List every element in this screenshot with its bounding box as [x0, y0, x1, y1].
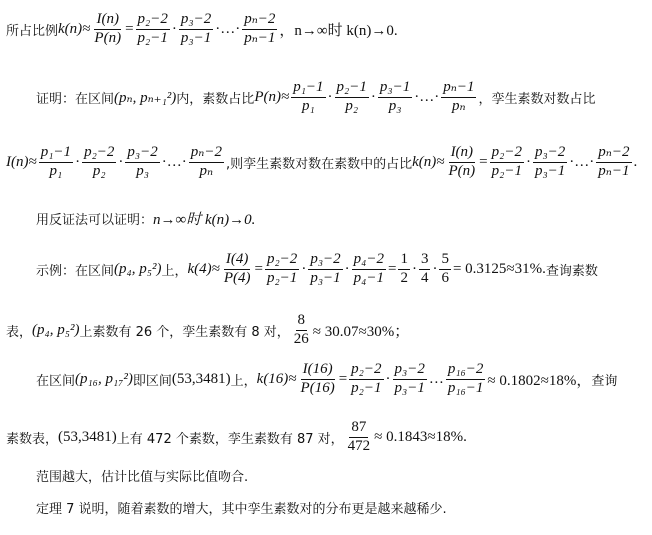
fraction: $\frac{\text{p₃−2}}{\text{p₃−1}}$: [394, 361, 425, 396]
fraction: $\frac{87}{472}$: [347, 419, 371, 454]
fraction: $\frac{8}{26}$: [293, 312, 309, 347]
fraction: $\frac{\text{p₂−2}}{\text{p₂−1}}$: [137, 11, 168, 46]
fraction: $\frac{\text{pₙ−2}}{\text{pₙ−1}}$: [244, 11, 276, 46]
fraction: $\frac{\text{pₙ−2}}{\text{pₙ−1}}$: [598, 144, 630, 179]
fraction: $\frac{\text{pₙ−2}}{\text{pₙ}}$: [190, 144, 222, 179]
fraction: $\frac{\text{p₃−1}}{\text{p₃}}$: [379, 79, 411, 114]
fraction: $\frac{\text{p₃−2}}{\text{p₃}}$: [127, 144, 158, 179]
line-proof-prime-ratio: 证明：在区间 (pₙ, pₙ₊₁²) 内，素数占比 P(n)≈ $\frac{\text{p₁−1}}{\text{p₁}}$ · $\frac{\text{p₂−1}}{\text{p₂}}$ · $\frac{\text{p₃−1}}{\text{p₃}}$ ·…· $\frac{\text{pₙ−1}}{\text{pₙ}}$ ，孪生素数对数占比: [36, 79, 596, 114]
line-table-lookup-1: 表， (p₄, p₅²) 上素数有 26 个，孪生素数有 8 对， $\frac{8}{26}$ ≈ 30.07≈30%；: [6, 312, 410, 347]
fraction: $\frac{\text{p₃−2}}{\text{p₃−1}}$: [310, 251, 341, 286]
fraction: $\frac{\text{p₃−2}}{\text{p₃−1}}$: [180, 11, 212, 46]
fraction: $\frac{\text{p₂−2}}{\text{p₂−1}}$: [351, 361, 382, 396]
line-theorem-note: 定理 7 说明，随着素数的增大，其中孪生素数对的分布更是越来越稀少.: [36, 502, 447, 517]
fraction: $\frac{\text{p₃−2}}{\text{p₃−1}}$: [534, 144, 566, 179]
fraction: $\frac{\text{p₄−2}}{\text{p₄−1}}$: [353, 251, 384, 286]
fraction: $\frac{\text{p₁₆−2}}{\text{p₁₆−1}}$: [447, 361, 484, 396]
math-kn: k(n)≈: [58, 20, 91, 37]
fraction: $\frac{\text{p₂−2}}{\text{p₂}}$: [84, 144, 115, 179]
fraction-I-over-P: $\frac{I(n)}{P(n)}$: [94, 11, 122, 46]
fraction: $\frac{\text{p₁−1}}{\text{p₁}}$: [40, 144, 72, 179]
fraction-I-over-P: $\frac{I(4)}{P(4)}$: [223, 251, 251, 286]
interval: (pₙ, pₙ₊₁²): [114, 89, 177, 106]
fraction: $\frac{\text{p₂−2}}{\text{p₂−1}}$: [491, 144, 522, 179]
interval: (p₄, p₅²): [114, 260, 162, 277]
line-ratio-definition: 所占比例 k(n)≈ $\frac{I(n)}{P(n)}$ = $\frac{\text{p₂−2}}{\text{p₂−1}}$ · $\frac{\text{p₃−2}}{\text{p₃−1}}$ ·…· $\frac{\text{pₙ−2}}{\text{pₙ−1}}$ ，n→∞时 k(n)→0.: [6, 11, 398, 46]
line-conclusion: 范围越大，估计比值与实际比值吻合.: [36, 470, 249, 485]
fraction: $\frac{\text{p₂−1}}{\text{p₂}}$: [336, 79, 367, 114]
fraction: $\frac{5}{6}$: [441, 251, 449, 286]
fraction: $\frac{\text{p₁−1}}{\text{p₁}}$: [293, 79, 324, 114]
line-twin-prime-ratio: I(n)≈ $\frac{\text{p₁−1}}{\text{p₁}}$ · $\frac{\text{p₂−2}}{\text{p₂}}$ · $\frac{\text{p₃−2}}{\text{p₃}}$ ·…· $\frac{\text{pₙ−2}}{\text{pₙ}}$ ,则孪生素数对数在素数中的占比 k(n)≈ $\frac{I(n)}{P(n)}$ = $\frac{\text{p₂−2}}{\text{p₂−1}}$ · $\frac{\text{p₃−2}}{\text{p₃−1}}$ ·…· $\frac{\text{pₙ−2}}{\text{pₙ−1}}$ .: [6, 144, 638, 179]
line-example-k16: 在区间 (p₁₆, p₁₇²) 即区间 (53,3481) 上， k(16)≈ $\frac{I(16)}{P(16)}$ = $\frac{\text{p₂−2}}{\text{p₂−1}}$ · $\frac{\text{p₃−2}}{\text{p₃−1}}$ … $\frac{\text{p₁₆−2}}{\text{p₁₆−1}}$ ≈ 0.1802≈18%， 查询: [36, 361, 618, 396]
limit-statement: ，n→∞时 k(n)→0.: [279, 22, 398, 39]
fraction-I-over-P: $\frac{I(n)}{P(n)}$: [448, 144, 476, 179]
line-contradiction: 用反证法可以证明： n→∞时 k(n)→0.: [36, 212, 256, 228]
text-prefix: 所占比例: [6, 23, 59, 39]
fraction-I-over-P: $\frac{I(16)}{P(16)}$: [300, 361, 335, 396]
fraction: $\frac{3}{4}$: [420, 251, 429, 286]
line-example-k4: 示例：在区间 (p₄, p₅²) 上， k(4)≈ $\frac{I(4)}{P(4)}$ = $\frac{\text{p₂−2}}{\text{p₂−1}}$ · $\frac{\text{p₃−2}}{\text{p₃−1}}$ · $\frac{\text{p₄−2}}{\text{p₄−1}}$ = $\frac{1}{2}$ · $\frac{3}{4}$ · $\frac{5}{6}$ = 0.3125≈31%. 查询素数: [36, 251, 598, 286]
fraction: $\frac{\text{p₂−2}}{\text{p₂−1}}$: [266, 251, 298, 286]
fraction: $\frac{1}{2}$: [400, 251, 408, 286]
line-table-lookup-2: 素数表， (53,3481) 上有 472 个素数，孪生素数有 87 对， $\frac{87}{472}$ ≈ 0.1843≈18%.: [6, 419, 467, 454]
interval: (p₄, p₅²): [32, 321, 80, 338]
fraction: $\frac{\text{pₙ−1}}{\text{pₙ}}$: [443, 79, 475, 114]
interval: (p₁₆, p₁₇²): [75, 370, 133, 387]
